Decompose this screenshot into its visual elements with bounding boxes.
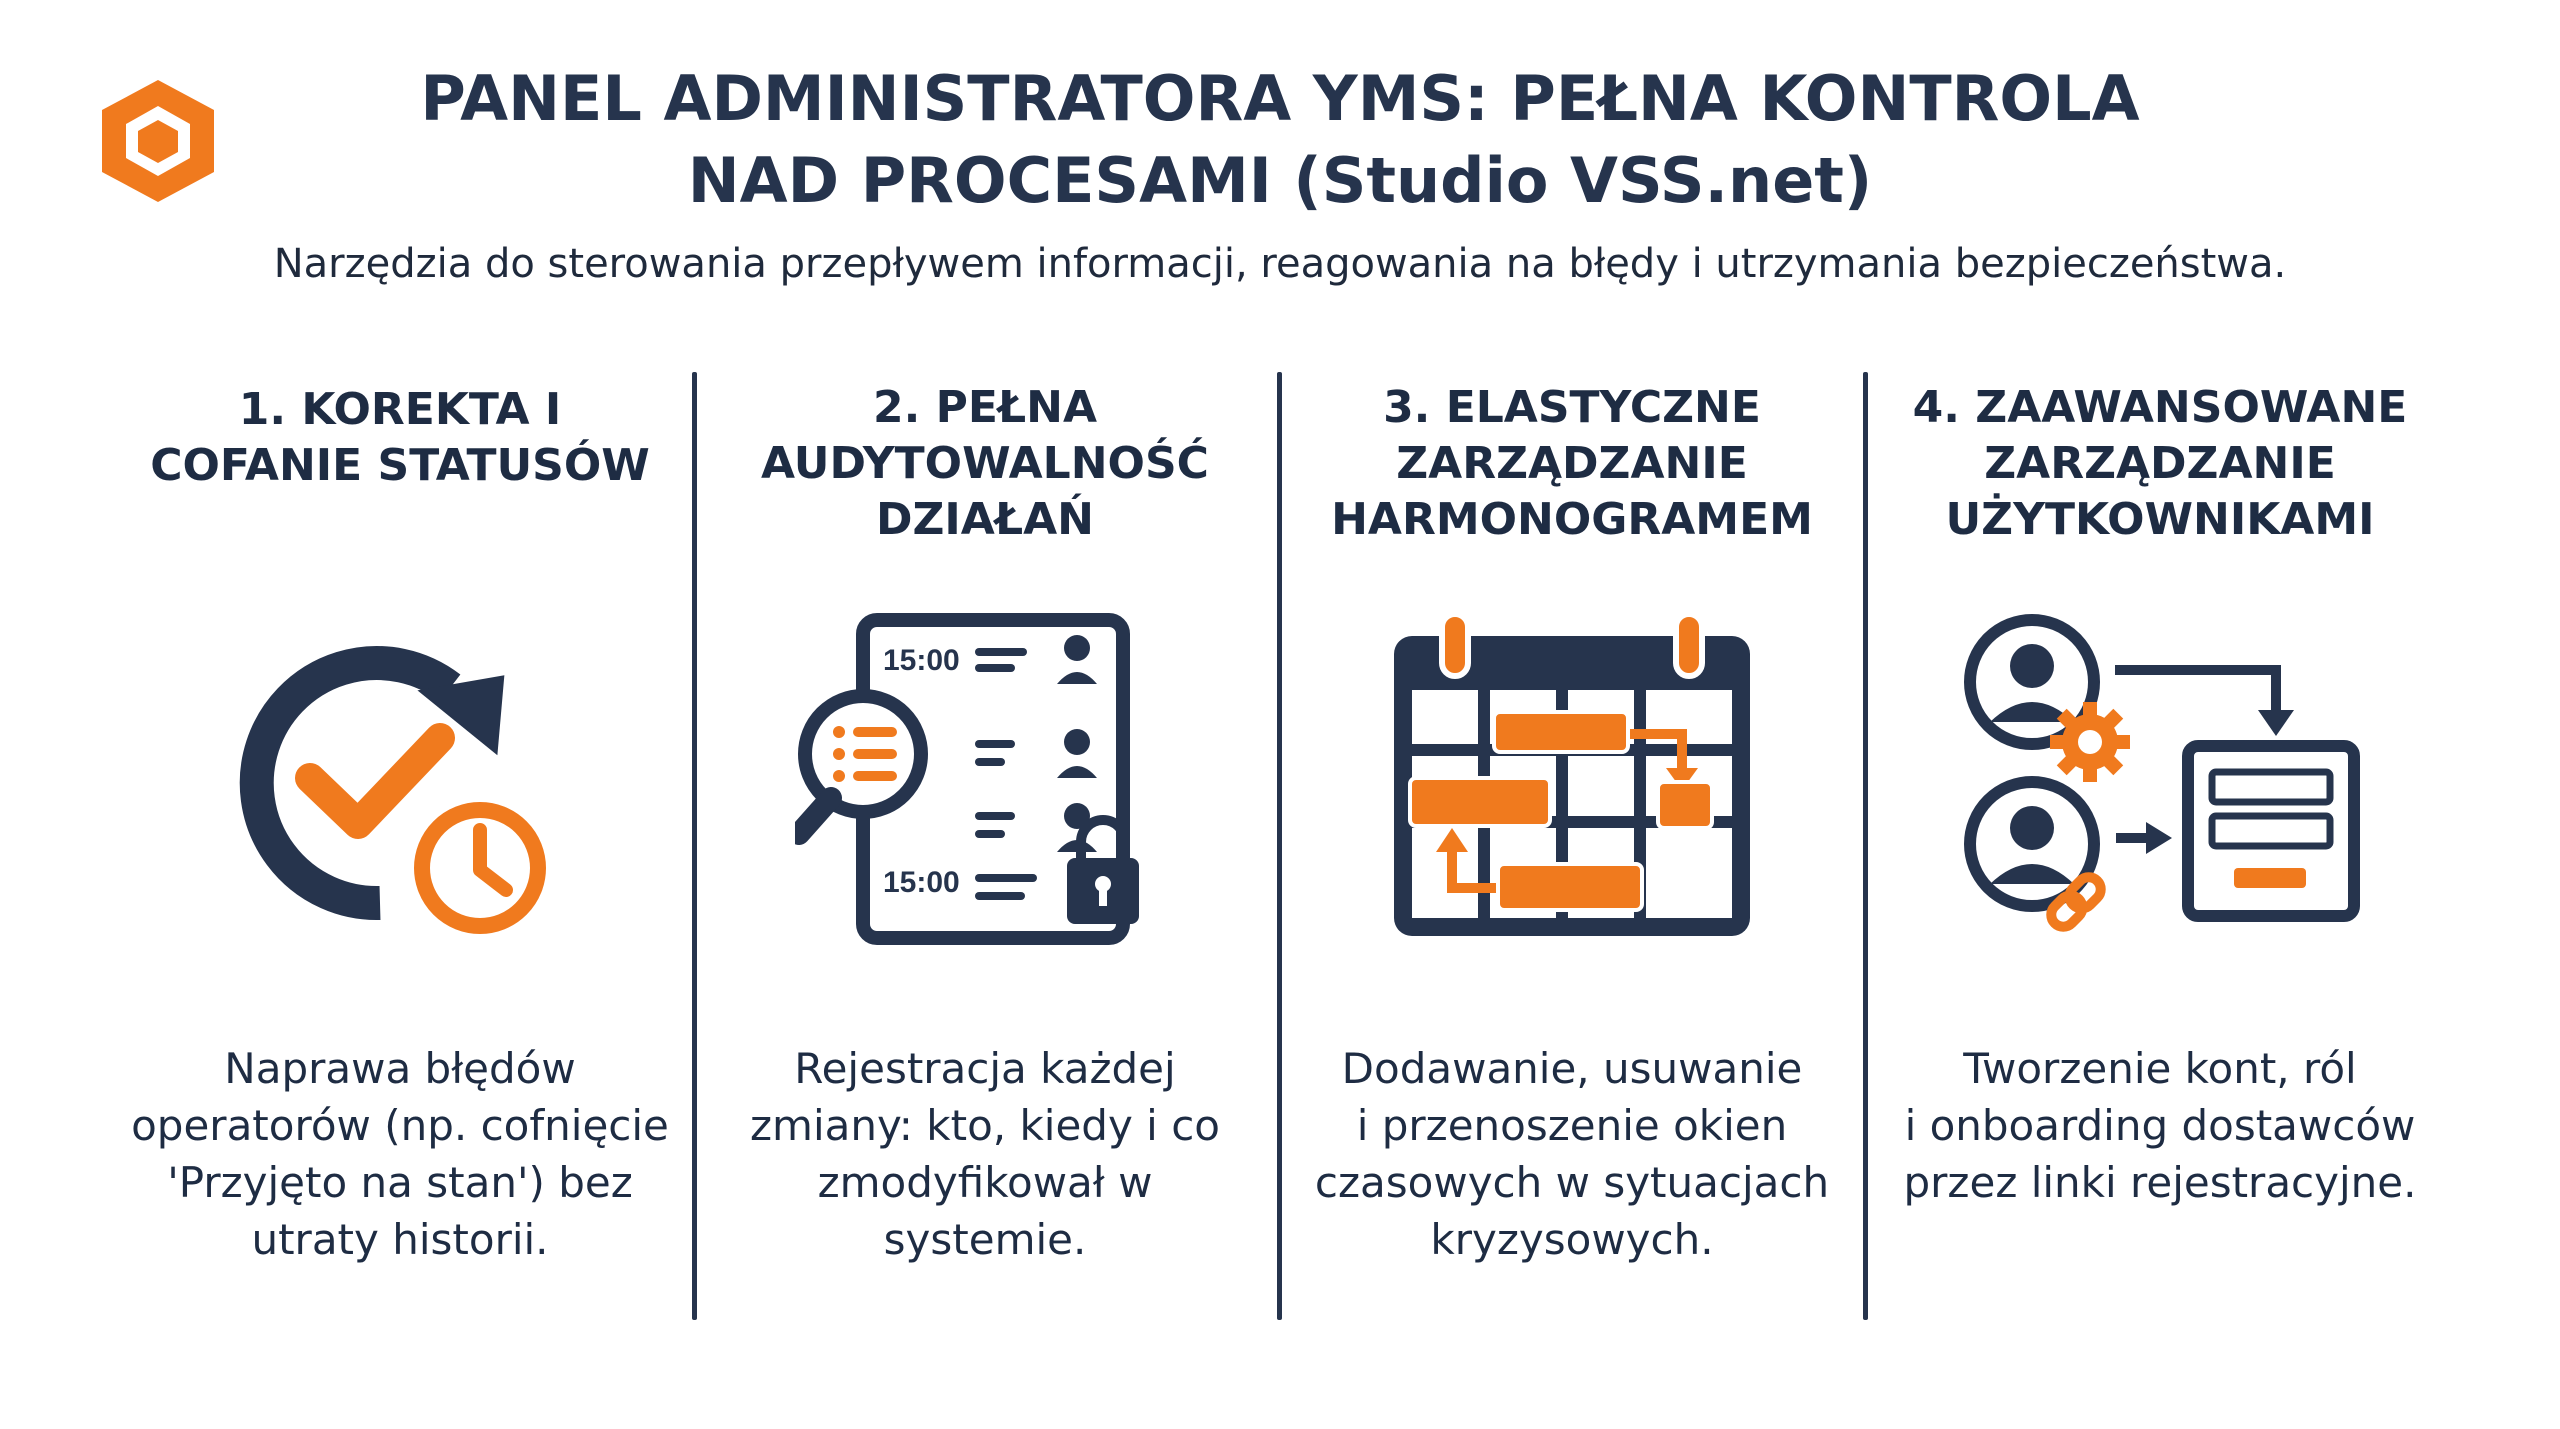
heading-line: HARMONOGRAMEM (1331, 494, 1813, 545)
schedule-calendar-icon (1382, 612, 1762, 952)
desc-line: czasowych w sytuacjach (1314, 1158, 1830, 1207)
desc-line: zmodyfikował w (817, 1158, 1153, 1207)
undo-check-clock-icon (230, 628, 570, 948)
user-management-icon (1950, 612, 2370, 952)
heading-line: COFANIE STATUSÓW (150, 440, 650, 491)
heading-line: 3. ELASTYCZNE (1383, 382, 1761, 433)
heading-line: AUDYTOWALNOŚĆ (761, 438, 1209, 489)
desc-line: systemie. (883, 1215, 1087, 1264)
column-heading (1282, 380, 1862, 548)
desc-line: 'Przyjęto na stan') bez (167, 1158, 633, 1207)
heading-line: UŻYTKOWNIKAMI (1945, 494, 2375, 545)
desc-line: Rejestracja każdej (794, 1044, 1176, 1093)
gear-icon (2050, 702, 2130, 782)
hexagon-logo-icon (96, 76, 220, 206)
desc-line: Tworzenie kont, ról (1963, 1044, 2357, 1093)
feature-column-users (1870, 372, 2450, 1322)
heading-line: 1. KOREKTA I (238, 384, 562, 435)
heading-line: DZIAŁAŃ (876, 494, 1094, 545)
desc-line: Naprawa błędów (224, 1044, 576, 1093)
column-heading (1870, 380, 2450, 548)
title-line-2: NAD PROCESAMI (Studio VSS.net) (687, 144, 1873, 217)
page-subtitle: Narzędzia do sterowania przepływem informacji, reagowania na błędy i utrzymania bezpieczeństwa. (273, 241, 2287, 287)
audit-log-magnifier-icon (795, 612, 1175, 952)
desc-line: i onboarding dostawców (1904, 1101, 2416, 1150)
log-time-label: 15:00 (883, 644, 960, 677)
column-divider (1863, 372, 1868, 1320)
column-description (110, 1040, 690, 1268)
log-time-label: 15:00 (883, 866, 960, 899)
column-description (1870, 1040, 2450, 1211)
feature-column-status-correction (110, 372, 690, 1322)
desc-line: przez linki rejestracyjne. (1903, 1158, 2417, 1207)
desc-line: kryzysowych. (1430, 1215, 1714, 1264)
desc-line: Dodawanie, usuwanie (1341, 1044, 1803, 1093)
column-description (1282, 1040, 1862, 1268)
heading-line: 2. PEŁNA (872, 382, 1098, 433)
desc-line: zmiany: kto, kiedy i co (750, 1101, 1220, 1150)
column-heading (695, 380, 1275, 548)
desc-line: operatorów (np. cofnięcie (131, 1101, 669, 1150)
feature-column-schedule (1282, 372, 1862, 1322)
desc-line: utraty historii. (251, 1215, 549, 1264)
heading-line: ZARZĄDZANIE (1396, 438, 1748, 489)
title-line-1: PANEL ADMINISTRATORA YMS: PEŁNA KONTROLA (420, 62, 2140, 135)
page-title (300, 58, 2260, 222)
column-description (695, 1040, 1275, 1268)
column-heading (110, 382, 690, 494)
heading-line: ZARZĄDZANIE (1984, 438, 2336, 489)
feature-column-audit (695, 372, 1275, 1322)
desc-line: i przenoszenie okien (1356, 1101, 1788, 1150)
heading-line: 4. ZAAWANSOWANE (1912, 382, 2408, 433)
